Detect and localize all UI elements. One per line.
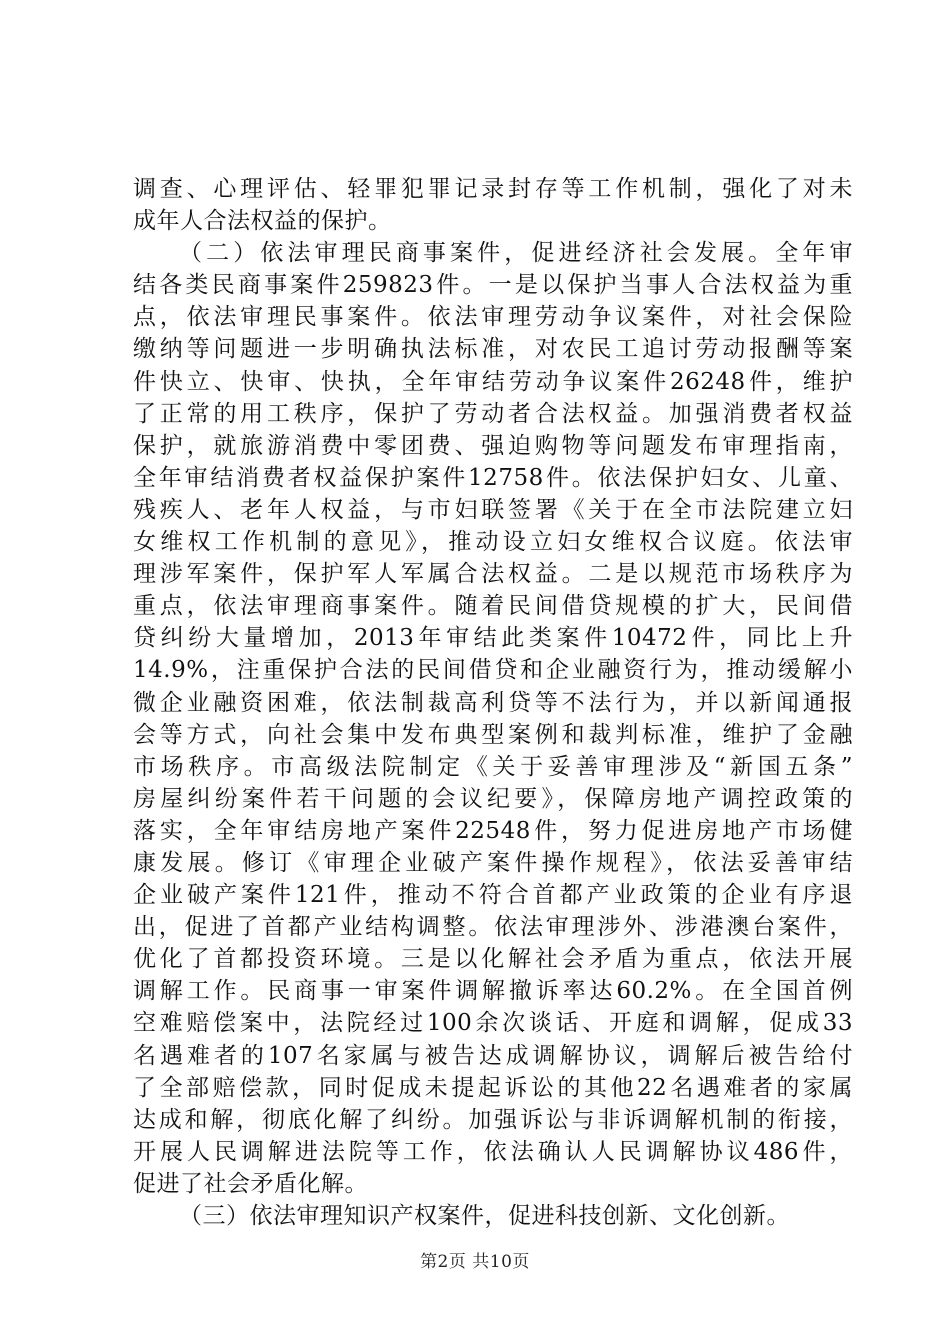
text-line: 结各类民商事案件259823件。一是以保护当事人合法权益为重 (133, 272, 853, 299)
body-text (133, 173, 853, 1232)
text-line: 微企业融资困难，依法制裁高利贷等不法行为，并以新闻通报 (133, 689, 853, 716)
text-line: 件快立、快审、快执，全年审结劳动争议案件26248件，维护 (133, 368, 853, 395)
text-line: 落实，全年审结房地产案件22548件，努力促进房地产市场健 (133, 817, 853, 844)
text-line: 调查、心理评估、轻罪犯罪记录封存等工作机制，强化了对未 (133, 176, 853, 202)
text-line: 理涉军案件，保护军人军属合法权益。二是以规范市场秩序为 (133, 561, 853, 588)
page-footer: 第2页 共10页 (420, 1252, 530, 1272)
text-line: 优化了首都投资环境。三是以化解社会矛盾为重点，依法开展 (133, 946, 853, 973)
text-line: 14.9%，注重保护合法的民间借贷和企业融资行为，推动缓解小 (133, 657, 853, 684)
text-line: 全年审结消费者权益保护案件12758件。依法保护妇女、儿童、 (133, 464, 853, 491)
text-line: 出，促进了首都产业结构调整。依法审理涉外、涉港澳台案件， (133, 914, 853, 941)
text-line: 缴纳等问题进一步明确执法标准，对农民工追讨劳动报酬等案 (133, 336, 853, 363)
text-line: 重点，依法审理商事案件。随着民间借贷规模的扩大，民间借 (133, 593, 853, 620)
text-line: 调解工作。民商事一审案件调解撤诉率达60.2%。在全国首例 (133, 978, 853, 1005)
text-line: 保护，就旅游消费中零团费、强迫购物等问题发布审理指南， (133, 432, 853, 459)
text-line: 房屋纠纷案件若干问题的会议纪要》，保障房地产调控政策的 (133, 785, 853, 812)
paragraph-start-line: （三）依法审理知识产权案件，促进科技创新、文化创新。 (179, 1203, 790, 1229)
text-line: 达成和解，彻底化解了纠纷。加强诉讼与非诉调解机制的衔接， (133, 1106, 853, 1133)
text-line: 成年人合法权益的保护。 (133, 208, 392, 235)
text-line: 点，依法审理民事案件。依法审理劳动争议案件，对社会保险 (133, 304, 853, 331)
text-line: 女维权工作机制的意见》，推动设立妇女维权合议庭。依法审 (133, 529, 853, 556)
text-line: 名遇难者的107名家属与被告达成调解协议，调解后被告给付 (133, 1042, 853, 1069)
text-line: 了全部赔偿款，同时促成未提起诉讼的其他22名遇难者的家属 (133, 1074, 853, 1101)
text-line: 贷纠纷大量增加，2013年审结此类案件10472件，同比上升 (133, 625, 853, 652)
text-line: 促进了社会矛盾化解。 (133, 1170, 368, 1197)
paragraph-start-line: （二）依法审理民商事案件，促进经济社会发展。全年审 (179, 240, 853, 267)
text-line: 了正常的用工秩序，保护了劳动者合法权益。加强消费者权益 (133, 400, 853, 427)
text-line: 会等方式，向社会集中发布典型案例和裁判标准，维护了金融 (133, 721, 853, 748)
text-line: 空难赔偿案中，法院经过100余次谈话、开庭和调解，促成33 (133, 1010, 853, 1037)
text-line: 残疾人、老年人权益，与市妇联签署《关于在全市法院建立妇 (133, 496, 853, 523)
text-line: 企业破产案件121件，推动不符合首都产业政策的企业有序退 (133, 882, 853, 909)
text-line: 开展人民调解进法院等工作，依法确认人民调解协议486件， (133, 1138, 853, 1165)
text-line: 康发展。修订《审理企业破产案件操作规程》，依法妥善审结 (133, 849, 853, 876)
text-line: 市场秩序。市高级法院制定《关于妥善审理涉及“新国五条” (133, 753, 853, 780)
